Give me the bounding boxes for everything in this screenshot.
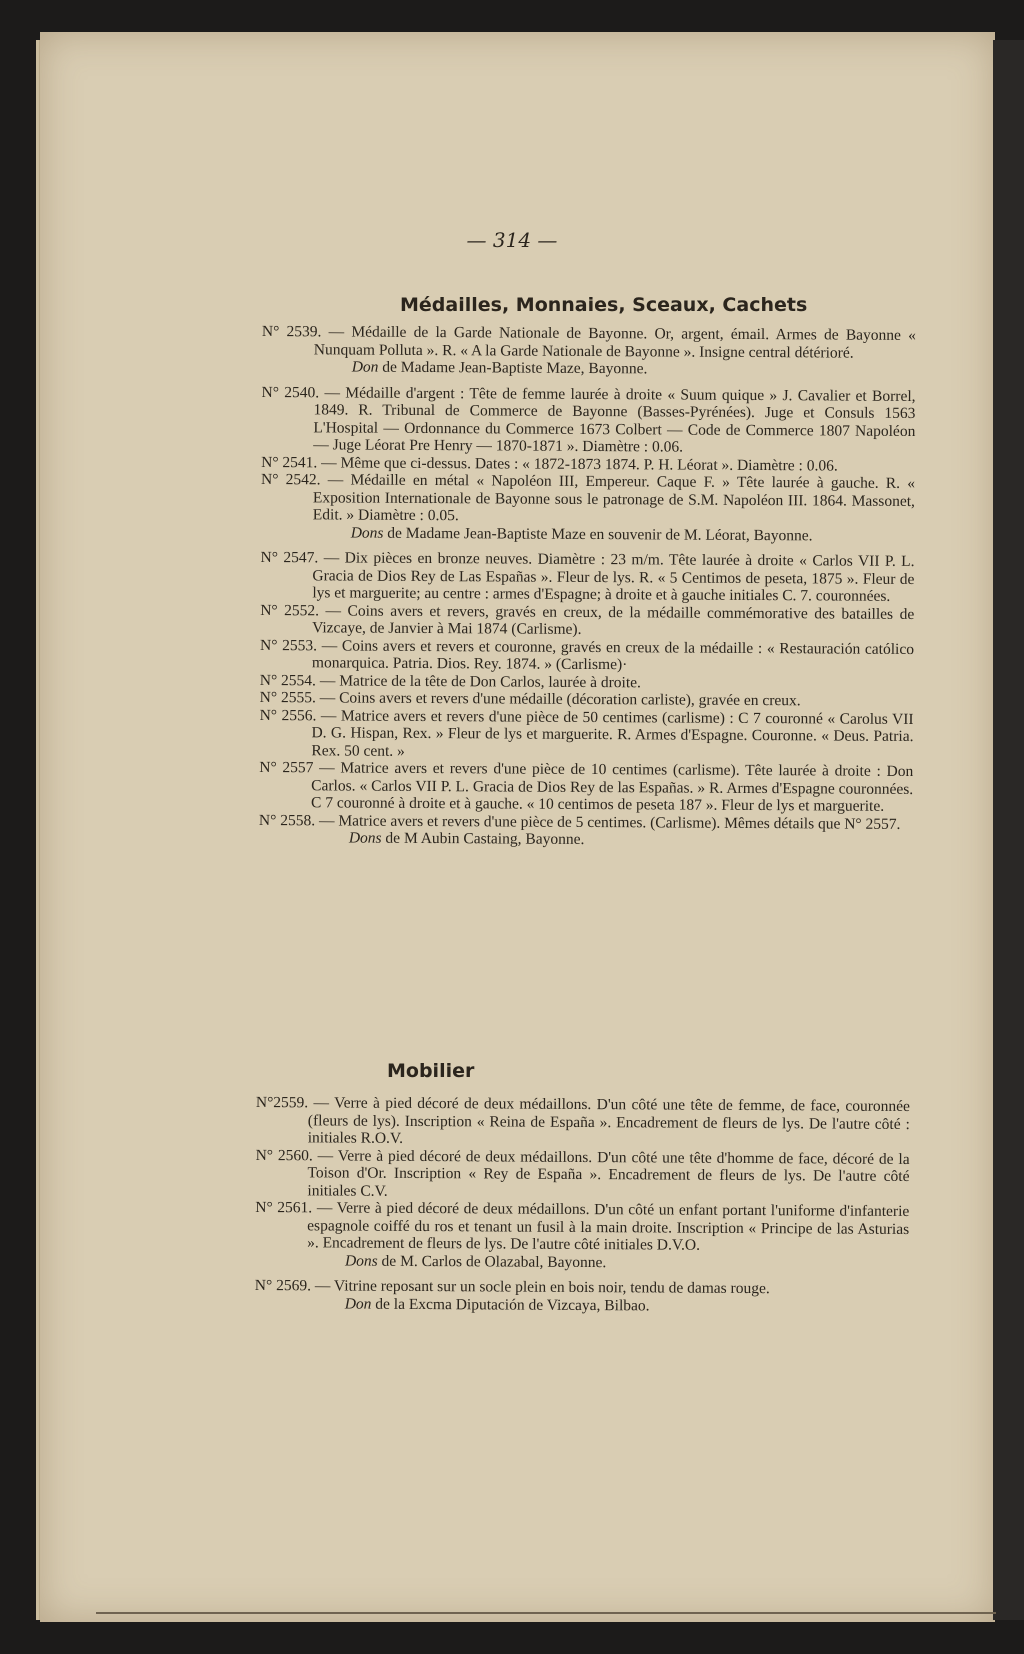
catalog-entry [259,706,913,762]
entry-text: — Coins avers et revers et couronne, gravés en creux de la médaille : « Restauración católico monarquica. Patria. Dios. Rey. 1874. » (Carlisme)· [311,636,915,674]
entry-text: — Verre à pied décoré de deux médaillons. D'un côté une tête d'homme de face, décoré de la Toison d'Or. Inscription « Rey de España ». Encadrement de fleurs de lys. De l'autre côté initiales C.V. [307,1146,910,1200]
facing-page-edge [993,40,1024,1620]
entry-text: — Dix pièces en bronze neuves. Diamètre : 23 m/m. Tête laurée à droite « Carlos VII P. L. Gracia de Dios Rey de Las Españas ». Fleur de lys. R. « 5 Centimos de peseta, 1875 ». Fleur de lys et marguerite; au centre : armes d'Espagne; à droite et à gauche initiales C. 7. couronnées. [312,549,915,605]
entry-text: — Médaille d'argent : Tête de femme laurée à droite « Suum quique » J. Cavalier et Borrel, 1849. R. Tribunal de Commerce de Bayonne (Basses-Pyrénées). Juge et Consuls 1563 L'Hospital — Ordonnance du Commerce 1673 Colbert — Code de Commerce 1807 Napoléon — Juge Léorat Pre Henry — 1870-1871 ». Diamètre : 0.06. [313,383,916,456]
entry-number: N° 2553. [259,636,318,654]
section-medailles [259,323,916,858]
entry-number: N° 2558. [258,811,316,829]
catalog-entry [262,323,916,362]
entry-number: N° 2555. [259,688,316,707]
donor-text: de M Aubin Castaing, Bayonne. [385,829,585,848]
entry-number: N° 2547. [260,548,319,567]
catalog-entry [255,1199,909,1255]
donor-text: de Madame Jean-Baptiste Maze en souvenir de M. Léorat, Bayonne. [387,524,813,544]
donor-line [255,1251,909,1272]
entry-text: — Matrice avers et revers d'une pièce de 50 centimes (carlisme) : C 7 couronné « Carolus VII D. G. Hispan, Rex. » Fleur de lys et marguerite. R. Armes d'Espagne. Couronne. « Deus. Patria. Rex. 50 cent. » [311,706,914,760]
page-bottom-edge [96,1612,996,1614]
entry-text: — Vitrine reposant sur un socle plein en bois noir, tendu de damas rouge. [314,1277,770,1298]
donor-text: de la Excma Diputación de Vizcaya, Bilbao. [375,1295,650,1314]
entry-text: — Verre à pied décoré de deux médaillons. D'un côté un enfant portant l'uniforme d'infanterie espagnole coiffé du ros et tenant un fusil à la main droite. Inscription « Principe de las Asturias ». Encadrement de fleurs de lys. De l'autre côté initiales D.V.O. [307,1199,910,1254]
section-heading-medailles: Médailles, Monnaies, Sceaux, Cachets [400,294,808,316]
entry-number: N° 2554. [259,671,317,689]
catalog-entry [260,636,914,675]
page-number: — 314 — [466,228,558,252]
entry-number: N° 2552. [260,601,320,619]
donor-label: Dons [344,1252,378,1270]
donor-label: Don [344,1295,372,1313]
section-heading-mobilier: Mobilier [387,1060,475,1082]
donor-label: Don [351,358,379,376]
catalog-entry [260,549,914,605]
entry-text: — Matrice de la tête de Don Carlos, laurée à droite. [319,671,641,691]
donor-label: Dons [350,524,384,542]
catalog-entry [259,759,913,815]
entry-number: N° 2569. [254,1276,312,1295]
entry-number: N° 2560. [255,1146,313,1164]
entry-number: N°2559. [255,1094,309,1112]
entry-text: — Médaille de la Garde Nationale de Bayonne. Or, argent, émail. Armes de Bayonne « Nunquam Polluta ». R. « A la Garde Nationale de Bayonne ». Insigne central détérioré. [313,323,916,362]
entry-text: — Verre à pied décoré de deux médaillons. D'un côté une tête de femme, de face, couronnée (fleurs de lys). Inscription « Reina de España ». Encadrement de fleurs de lys. De l'autre côté : initiales R.O.V. [307,1094,911,1147]
entry-number: N° 2557 [259,758,314,777]
entry-text: — Matrice avers et revers d'une pièce de 10 centimes (carlisme). Tête laurée à droite : Don Carlos. « Carlos VII P. L. Gracia de Dios Rey de las Españas. » R. Armes d'Espagne couronnées. C 7 couronné à droite et à gauche. « 10 centimos de peseta 187 ». Fleur de lys et marguerite. [311,759,914,815]
entry-number: N° 2556. [259,706,317,724]
entry-number: N° 2540. [261,383,320,401]
entry-number: N° 2541. [261,453,318,471]
catalog-entry [261,471,915,527]
entry-number: N° 2539. [261,323,322,341]
catalog-entry [256,1094,910,1150]
entry-text: — Coins avers et revers d'une médaille (décoration carliste), gravée en creux. [319,689,801,710]
donor-line [261,523,915,544]
entry-number: N° 2542. [260,470,321,489]
donor-line [255,1294,909,1315]
catalog-entry [255,1146,909,1202]
entry-text: — Même que ci-dessus. Dates : « 1872-1873 1874. P. H. Léorat ». Diamètre : 0.06. [321,453,838,475]
catalog-entry [260,601,914,640]
entry-text: — Matrice avers et revers d'une pièce de 5 centimes. (Carlisme). Mêmes détails que N° 2557. [318,811,901,833]
entry-text: — Coins avers et revers, gravés en creux, de la médaille commémorative des batailles de Vizcaye, de Janvier à Mai 1874 (Carlisme). [312,601,915,638]
section-mobilier [255,1094,910,1324]
donor-text: de Madame Jean-Baptiste Maze, Bayonne. [382,358,648,378]
donor-label: Dons [348,829,382,847]
entry-number: N° 2561. [255,1198,313,1217]
entry-text: — Médaille en métal « Napoléon III, Empereur. Caque F. » Tête laurée à gauche. R. « Exposition Internationale de Bayonne sous le patronage de S.M. Napoléon III. 1864. Massonet, Edit. » Diamètre : 0.05. [312,471,916,525]
donor-text: de M. Carlos de Olazabal, Bayonne. [381,1252,607,1271]
catalog-entry [261,383,915,457]
